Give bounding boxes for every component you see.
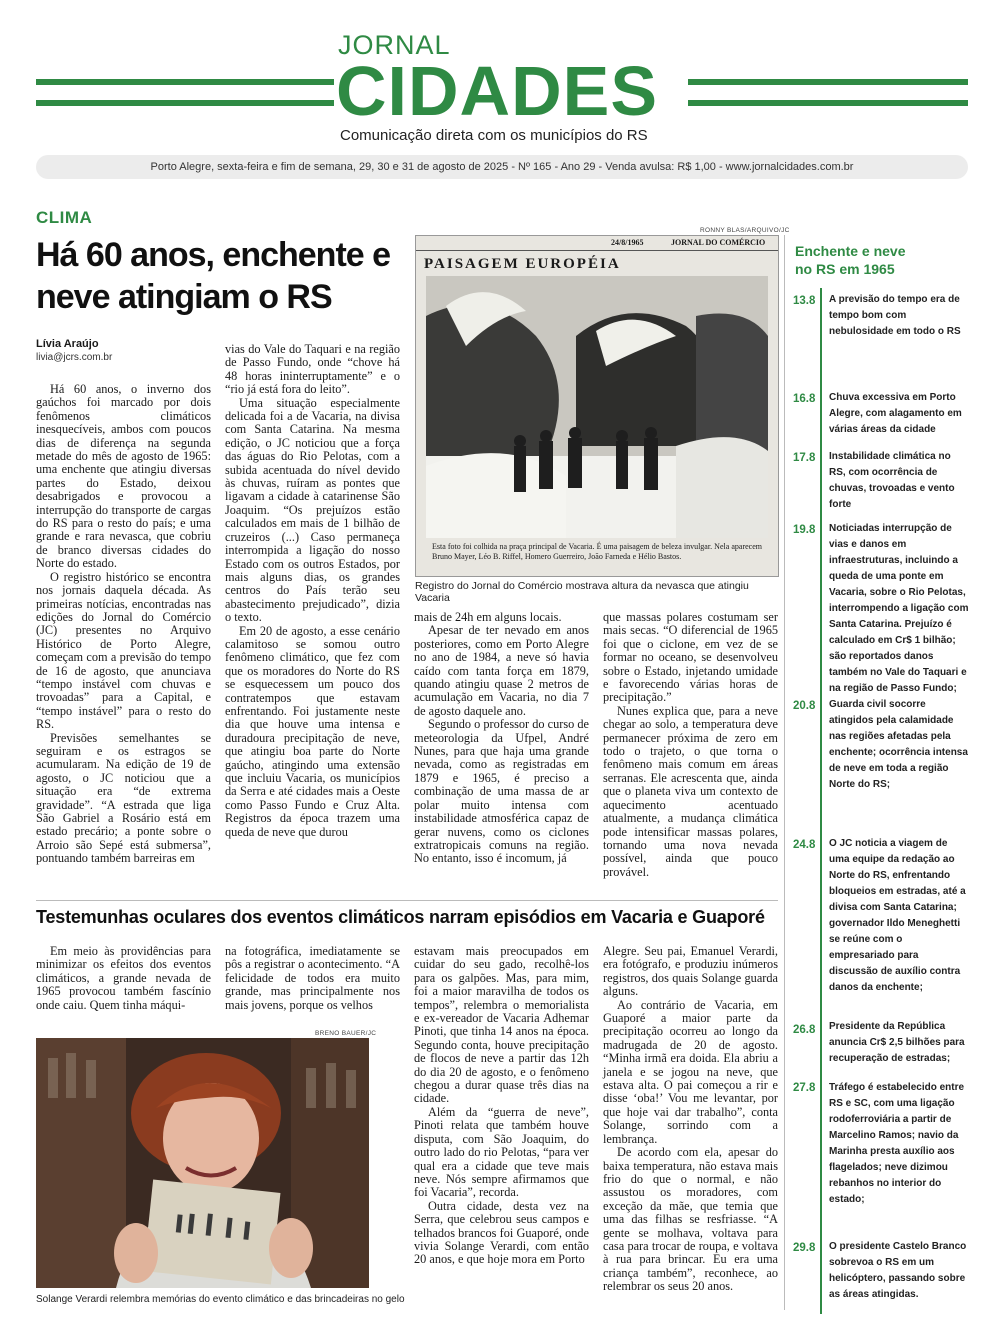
masthead-stripe-left-top [36,79,334,85]
paragraph: Além da “guerra de neve”, Pinoti relata que também houve disputa, com São Joaquim, do outro lado do rio Pelotas, “para ver qual era a cidade que teve mais neve. Nós sempre afirmamos que foi Vacaria”, recorda. [414,1104,589,1200]
section-label: CLIMA [36,208,93,227]
paragraph: que massas polares costumam ser mais secas. “O diferencial de 1965 foi que o ciclone, em vez de se formar no oceano, se desenvolveu sobre o Estado, injetando umidade e favorecendo várias horas de precipitação.” [603,610,778,705]
timeline-date: 17.8 [793,452,816,464]
clip-date: 24/8/1965 [611,238,644,247]
timeline-date: 27.8 [793,1082,816,1094]
clip-paper: JORNAL DO COMÉRCIO [671,238,766,247]
timeline-date: 20.8 [793,700,816,712]
section-divider [36,900,778,901]
clip-caption: Esta foto foi colhida na praça principal de Vacaria. É uma paisagem de beleza invulgar. Nela aparecem Bruno Mayer, Léo B. Riffel, Homero Guerreiro, João Farneda e Hélio Bastos. [432,542,762,561]
timeline-text: O presidente Castelo Branco sobrevoa o RS em um helicóptero, passando sobre as áreas atingidas. [829,1241,967,1300]
timeline-text: Guarda civil socorre atingidos pela calamidade nas regiões afetadas pela enchente; ocorrência intensa de neve em toda a região Norte do RS; [829,699,968,790]
timeline-title-line: no RS em 1965 [795,261,895,277]
masthead-stripe-left-bottom [36,100,334,106]
timeline-date: 26.8 [793,1024,816,1036]
paragraph: Outra cidade, desta vez na Serra, que celebrou seus campos e telhados brancos foi Guaporé, onde vivia Solange Verardi, com então 20 anos, e que hoje mora em Porto [414,1198,589,1267]
photo-caption: Solange Verardi relembra memórias do evento climático e das brincadeiras no gelo [36,1294,405,1305]
paragraph: Em 20 de agosto, a esse cenário calamitoso se somou outro fenômeno climático, que fez com que os moradores do Norte do RS se esquecessem um pouco dos contratempos que estavam enfrentando. Foi justamente neste dia que houve uma intensa e duradoura precipitação de neve, que atingiu boa parte do Norte gaúcho, atingindo uma extensão que incluiu Vacaria, os municípios da Serra e até cidades mais a Oeste como Passo Fundo e Cruz Alta. Registros da época trazem uma queda de neve que durou [225,623,400,839]
author-name: Lívia Araújo [36,338,99,350]
paragraph: Em meio às providências para minimizar os efeitos dos eventos climáticos, a grande nevada de 1965 provocou também fascínio onde caiu. Quem tinha máqui- [36,944,211,1012]
paragraph: O registro histórico se encontra nos jornais daquela década. As primeiras notícias, encontradas nas edições do Jornal do Comércio (JC) presentes no Arquivo Histórico de Porto Alegre, começam com a previsão do tempo de 16 de agosto, que anunciava “tempo instável com chuvas e trovoadas” para a Capital, e “tempo instável” para o resto do RS. [36,569,211,732]
masthead-jornal: JORNAL [338,30,451,60]
timeline-title [795,242,906,278]
timeline-date: 29.8 [793,1242,816,1254]
timeline-date: 24.8 [793,839,816,851]
paragraph: Há 60 anos, o inverno dos gaúchos foi marcado por dois fenômenos climáticos inesquecíveis, ambos com poucos dias de diferença na segunda metade do mês de agosto de 1965: uma enchente que atingiu diversas partes do Estado, deixou desabrigados e provocou a interrupção do transporte de cargas do RS para o resto do país; e uma grande e rara nevasca, que cobriu de branco diversas cidades do Norte do estado. [36,382,211,571]
timeline-date: 16.8 [793,393,816,405]
sidebar-divider [784,235,785,1310]
timeline-text: Tráfego é estabelecido entre RS e SC, com uma ligação rodoferroviária a partir de Marcelino Ramos; navio da Marinha presta auxílio aos flagelados; neve dizimou rebanhos no interior do estado; [829,1082,965,1205]
article-column-2 [225,945,400,1025]
article-column-4 [603,611,778,896]
paragraph: Ao contrário de Vacaria, em Guaporé a maior parte da precipitação ocorreu ao longo da madrugada de 20 de agosto. “Minha irmã era doida. Ela abriu a janela e se jogou na neve, que estava alta. O pai começou a rir e disse ‘oba!’ Vou me levantar, por que hoje vai dar trabalho”, conta Solange, sorrindo com a lembrança. [603,997,778,1146]
timeline-line [820,288,822,1314]
subheadline: Testemunhas oculares dos eventos climáticos narram episódios em Vacaria e Guaporé [36,907,765,927]
masthead-tagline: Comunicação direta com os municípios do RS [340,127,648,144]
paragraph: Apesar de ter nevado em anos posteriores, como em Porto Alegre no ano de 1984, a neve só havia caído com tanta força em 1879, quando atingiu quase 2 metros de acumulação em Vacaria, no dia 7 de agosto daquele ano. [414,623,589,718]
headline: Há 60 anos, enchente e neve atingiam o RS [36,236,391,316]
photo-credit: BRENO BAUER/JC [315,1030,377,1037]
paragraph: Alegre. Seu pai, Emanuel Verardi, era fotógrafo, e produziu inúmeros registros, dos quais Solange guarda alguns. [603,944,778,999]
article-column-3 [414,945,589,1310]
paragraph: De acordo com ela, apesar do baixa temperatura, não estava mais frio do que o normal, e não assustou os moradores, com exceção da mãe, que temia que uma das filhas se resfriasse. “A gente se molhava, voltava para casa para trocar de roupa, e voltava à rua para brincar. Eu era uma criança também”, reconhece, ao relembrar os seus 20 anos. [603,1145,778,1294]
clip-title: PAISAGEM EUROPÉIA [424,256,621,272]
timeline-text: Chuva excessiva em Porto Alegre, com alagamento em várias áreas da cidade [829,392,962,435]
article-column-1 [36,945,211,1025]
portrait-photo[interactable] [36,1038,369,1288]
timeline-text: O JC noticia a viagem de uma equipe da redação ao Norte do RS, enfrentando bloqueios em estradas, até a divisa com Santa Catarina; governador Ildo Meneghetti se reúne com o empresariado para discussão de auxílio contra danos da enchente; [829,838,966,993]
paragraph: vias do Vale do Taquari e na região de Passo Fundo, onde “chove há 48 horas ininterruptamente” e o “rio já está fora do leito”. [225,342,400,397]
article-column-1 [36,383,211,895]
masthead-logo[interactable]: CIDADES [336,52,659,130]
snow-scene-image [426,276,768,538]
paragraph: Uma situação especialmente delicada foi a de Vacaria, na divisa com Santa Catarina. Na mesma edição, o JC noticiou que a força das águas do Rio Pelotas, com a subida acentuada do nível devido às chuvas, ruíram as pontes que ligavam a cidade à catarinense São Joaquim. “Os prejuízos estão calculados em mais de 1 bilhão de cruzeiros (...) Caso permaneça interrompida a ligação do nosso Estado com os outros Estados, por mais alguns dias, os grandes centros do País terão seu abastecimento prejudicado”, dizia o texto. [225,395,400,625]
paragraph: Previsões semelhantes se seguiram e os estragos se acumularam. Na edição de 19 de agosto, o JC noticiou que a situação era “de extrema gravidade”. “A estrada que liga São Gabriel a Rosário está em estado precário; a ponte sobre o Arroio são Sepé está submersa”, pontuando também barreiras em [36,730,211,866]
author-email[interactable]: livia@jcrs.com.br [36,352,113,363]
timeline-date: 19.8 [793,524,816,536]
paragraph: estavam mais preocupados em cuidar do seu gado, recolhê-los para os galpões. Mas, para mim, foi a maior maravilha de todos os tempos”, relembra o memorialista e ex-vereador de Vacaria Adhemar Pinoti, que tinha 14 anos na época. Segundo conta, houve precipitação de flocos de neve a partir das 12h do dia 20 de agosto, e o fenômeno chegou a durar quase três dias na cidade. [414,944,589,1106]
article-column-4 [603,945,778,1310]
article-column-3 [414,611,589,896]
archive-clipping-photo[interactable] [415,235,779,577]
photo-credit: RONNY BLAS/ARQUIVO/JC [700,227,790,234]
portrait-image [36,1038,369,1288]
timeline-text: Instabilidade climática no RS, com ocorrência de chuvas, trovoadas e vento forte [829,451,955,510]
paragraph: Segundo o professor do curso de meteorologia da Ufpel, André Nunes, para que haja uma grande nevada, como as registradas em 1879 e 1965, é preciso a combinação de uma massa de ar polar muito intensa com instabilidade atmosférica capaz de gerar nuvens, como os ciclones extratropicais comuns na região. No entanto, isso é incomum, já [414,717,589,866]
timeline-date: 13.8 [793,295,816,307]
paragraph: mais de 24h em alguns locais. [414,610,562,624]
dateline: Porto Alegre, sexta-feira e fim de semana, 29, 30 e 31 de agosto de 2025 - Nº 165 - Ano 29 - Venda avulsa: R$ 1,00 - www.jornalcidades.com.br [36,155,968,179]
paragraph: na fotográfica, imediatamente se pôs a registrar o acontecimento. “A felicidade de todos era muito grande, mas principalmente nos mais jovens, porque os velhos [225,944,400,1012]
timeline-text: A previsão do tempo era de tempo bom com nebulosidade em todo o RS [829,294,961,337]
masthead-stripe-right-top [688,79,968,85]
timeline-text: Noticiadas interrupção de vias e danos em infraestruturas, incluindo a queda de uma ponte em Vacaria, sobre o Rio Pelotas, interrompendo a ligação com Santa Catarina. Prejuízo é calculado em Cr$ 1 bilhão; são reportados danos também no Vale do Taquari e na região de Passo Fundo; [829,523,969,694]
article-column-2 [225,343,400,895]
timeline-title-line: Enchente e neve [795,243,906,259]
timeline-text: Presidente da República anuncia Cr$ 2,5 bilhões para recuperação de estradas; [829,1021,965,1064]
clip-rule [416,250,778,251]
paragraph: Nunes explica que, para a neve chegar ao solo, a temperatura deve permanecer próxima de zero em todo o trajeto, o que torna o fenômeno mais comum em áreas serranas. Ele acrescenta que, ainda que o planeta viva um contexto de aquecimento acentuado atualmente, a mudança climática pode intensificar massas polares, tornando uma nova nevada possível, ainda que pouco provável. [603,703,778,879]
photo-caption: Registro do Jornal do Comércio mostrava altura da nevasca que atingiu Vacaria [415,580,749,604]
masthead-stripe-right-bottom [688,100,968,106]
